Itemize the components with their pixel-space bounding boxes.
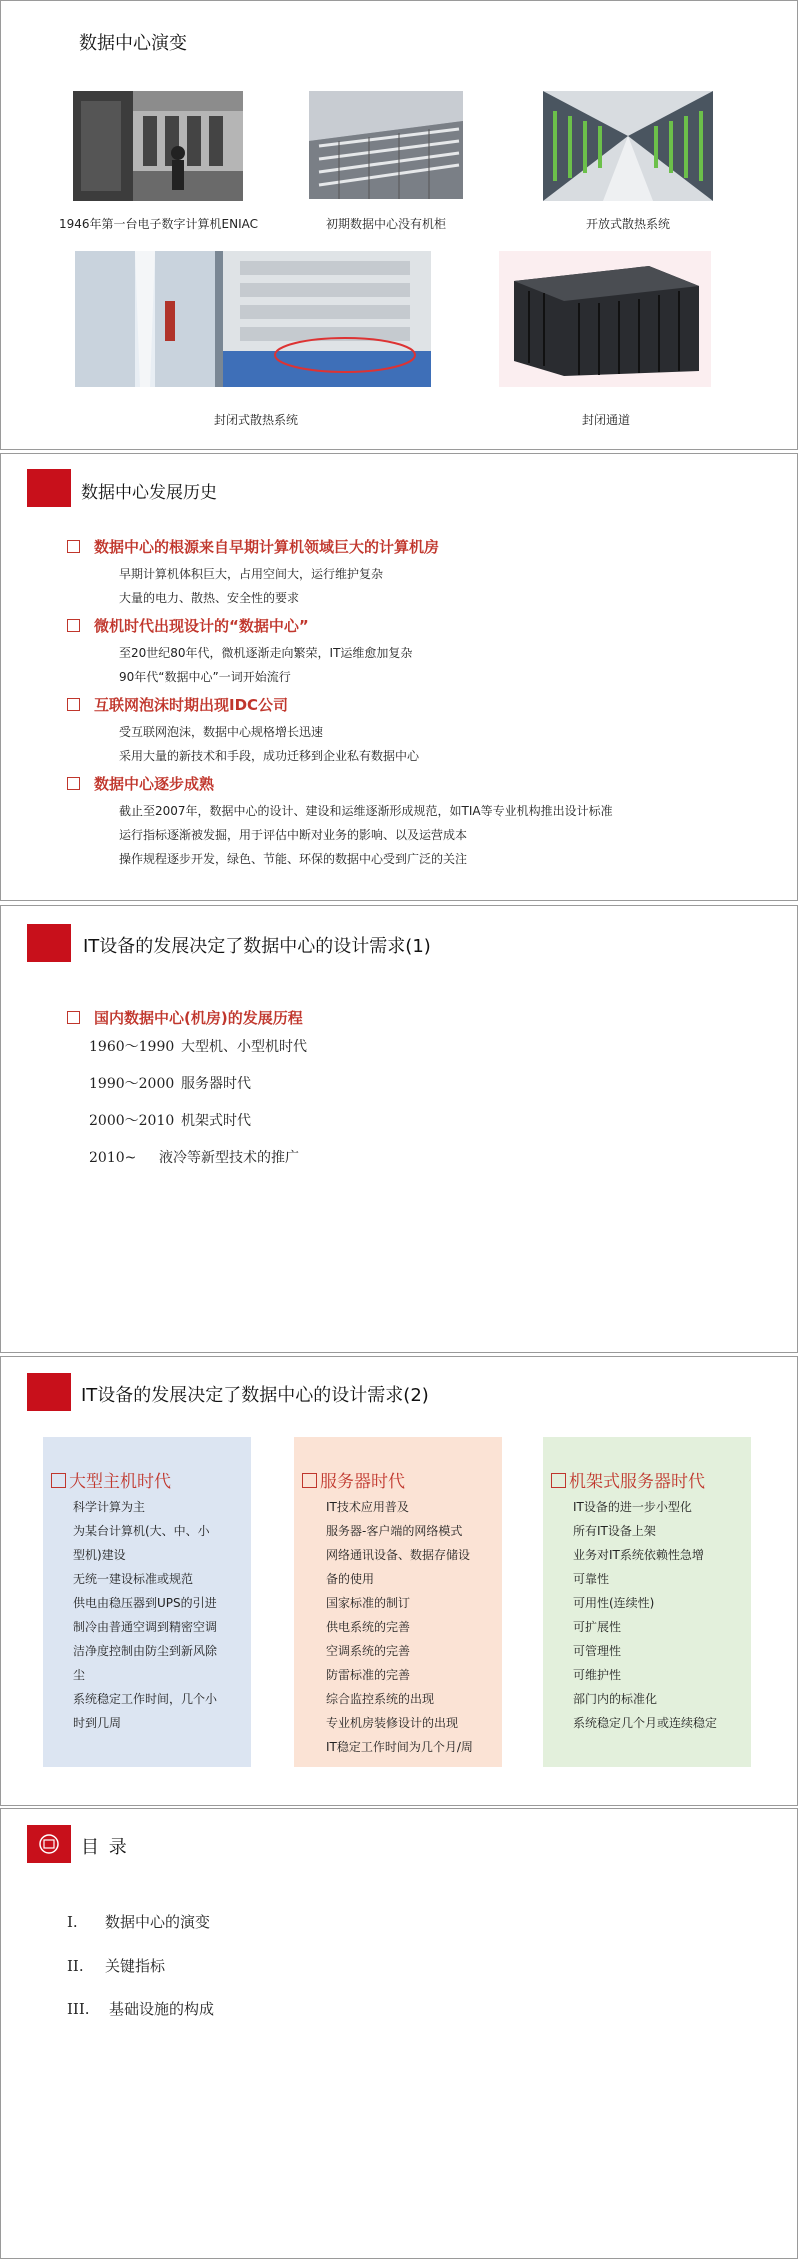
card-lines: IT技术应用普及 服务器-客户端的网络模式 网络通讯设备、数据存储设 备的使用 国家标准的制订 供电系统的完善 空调系统的完善 防雷标准的完善 综合监控系统的出现 专业机房装修设计的出现 IT稳定工作时间为几个月/周 xyxy=(326,1500,473,1754)
history-detail: 采用大量的新技术和手段，成功迁移到企业私有数据中心 xyxy=(119,749,420,763)
card-title: 服务器时代 xyxy=(302,1467,405,1492)
title-marker xyxy=(27,1373,71,1411)
card-lines: 科学计算为主 为某台计算机(大、中、小 型机)建设 无统一建设标准或规范 供电由稳压器到UPS的引进 制冷由普通空调到精密空调 洁净度控制由防尘到新风除 尘 系统稳定工作时间，几个小 时到几周 xyxy=(73,1500,218,1730)
eniac-photo xyxy=(73,91,243,201)
checkbox-icon xyxy=(551,1473,566,1488)
slide-title: 数据中心发展历史 xyxy=(81,483,217,503)
checkbox-icon xyxy=(51,1473,66,1488)
era-row: 1960～1990 大型机、小型机时代 xyxy=(89,1039,307,1055)
closed-cooling-caption: 封闭式散热系统 xyxy=(213,413,298,427)
checkbox-icon xyxy=(67,540,80,553)
history-list xyxy=(67,536,777,867)
slide-contents xyxy=(0,1808,798,2259)
slide-title: 数据中心演变 xyxy=(79,33,187,54)
checkbox-icon xyxy=(67,777,80,790)
slide-title: IT设备的发展决定了数据中心的设计需求(2) xyxy=(81,1385,429,1406)
history-detail: 至20世纪80年代，微机逐渐走向繁荣，IT运维愈加复杂 xyxy=(119,646,413,660)
checkbox-icon xyxy=(67,1011,80,1024)
history-detail: 90年代“数据中心”一词开始流行 xyxy=(119,670,291,684)
slide-it-demand-1 xyxy=(0,905,798,1353)
history-detail: 截止至2007年，数据中心的设计、建设和运维逐渐形成规范，如TIA等专业机构推出设计标准 xyxy=(119,804,613,818)
history-detail: 早期计算机体积巨大，占用空间大，运行维护复杂 xyxy=(119,567,384,581)
slide-evolution xyxy=(0,0,798,450)
history-detail: 操作规程逐步开发，绿色、节能、环保的数据中心受到广泛的关注 xyxy=(119,852,468,866)
history-heading: 数据中心逐步成熟 xyxy=(67,773,777,794)
eniac-caption: 1946年第一台电子数字计算机ENIAC xyxy=(58,217,258,231)
history-heading: 互联网泡沫时期出现IDC公司 xyxy=(67,694,777,715)
era-card-server xyxy=(294,1437,502,1767)
open-cooling-caption: 开放式散热系统 xyxy=(585,217,670,231)
era-row: 2010~ 液冷等新型技术的推广 xyxy=(89,1150,299,1166)
toc-item[interactable]: II. 关键指标 xyxy=(67,1957,166,1975)
closed-channel-photo xyxy=(499,251,711,387)
card-title: 大型主机时代 xyxy=(51,1467,171,1492)
early-datacenter-photo xyxy=(309,91,463,199)
history-heading: 微机时代出现设计的“数据中心” xyxy=(67,615,777,636)
checkbox-icon xyxy=(67,619,80,632)
slide-history xyxy=(0,453,798,901)
slide-title: IT设备的发展决定了数据中心的设计需求(1) xyxy=(83,936,431,957)
contents-icon xyxy=(27,1825,71,1863)
history-detail: 受互联网泡沫，数据中心规格增长迅速 xyxy=(119,725,324,739)
checkbox-icon xyxy=(302,1473,317,1488)
era-card-mainframe xyxy=(43,1437,251,1767)
history-detail: 运行指标逐渐被发掘，用于评估中断对业务的影响、以及运营成本 xyxy=(119,828,468,842)
history-heading: 数据中心的根源来自早期计算机领域巨大的计算机房 xyxy=(67,536,777,557)
title-marker xyxy=(27,924,71,962)
checkbox-icon xyxy=(67,698,80,711)
early-datacenter-caption: 初期数据中心没有机柜 xyxy=(325,217,446,231)
era-row: 1990～2000 服务器时代 xyxy=(89,1076,251,1092)
era-subheading: 国内数据中心(机房)的发展历程 xyxy=(67,1007,303,1028)
toc-item[interactable]: I. 数据中心的演变 xyxy=(67,1913,211,1931)
closed-channel-caption: 封闭通道 xyxy=(581,413,630,427)
slide-it-demand-2 xyxy=(0,1356,798,1806)
toc-item[interactable]: III. 基础设施的构成 xyxy=(67,2000,215,2018)
open-cooling-photo xyxy=(543,91,713,201)
closed-cooling-photo xyxy=(75,251,431,387)
era-row: 2000～2010 机架式时代 xyxy=(89,1113,251,1129)
slide-title: 目 录 xyxy=(81,1837,129,1858)
history-detail: 大量的电力、散热、安全性的要求 xyxy=(119,591,300,605)
card-lines: IT设备的进一步小型化 所有IT设备上架 业务对IT系统依赖性急增 可靠性 可用性(连续性) 可扩展性 可管理性 可维护性 部门内的标准化 系统稳定几个月或连续稳定 xyxy=(573,1500,718,1730)
title-marker xyxy=(27,469,71,507)
card-title: 机架式服务器时代 xyxy=(551,1467,705,1492)
era-card-rack xyxy=(543,1437,751,1767)
